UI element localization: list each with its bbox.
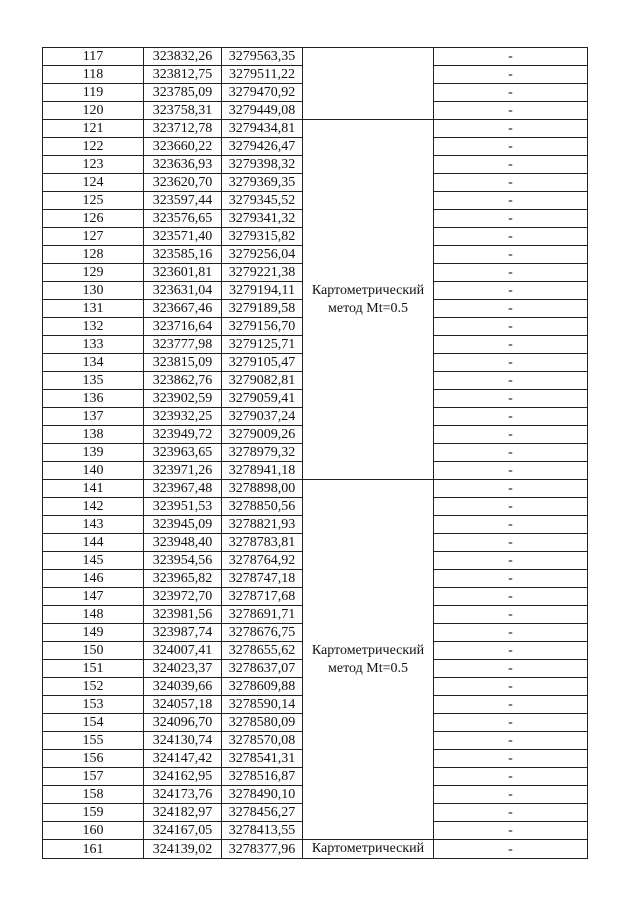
accuracy-cell: - bbox=[434, 498, 588, 516]
y-coordinate-cell: 3279345,52 bbox=[222, 192, 303, 210]
point-number-cell: 118 bbox=[43, 66, 144, 84]
y-coordinate-cell: 3278655,62 bbox=[222, 642, 303, 660]
accuracy-cell: - bbox=[434, 300, 588, 318]
point-number-cell: 119 bbox=[43, 84, 144, 102]
y-coordinate-cell: 3279256,04 bbox=[222, 246, 303, 264]
accuracy-cell: - bbox=[434, 354, 588, 372]
x-coordinate-cell: 323862,76 bbox=[144, 372, 222, 390]
point-number-cell: 146 bbox=[43, 570, 144, 588]
accuracy-cell: - bbox=[434, 570, 588, 588]
accuracy-cell: - bbox=[434, 840, 588, 859]
point-number-cell: 152 bbox=[43, 678, 144, 696]
accuracy-cell: - bbox=[434, 372, 588, 390]
accuracy-cell: - bbox=[434, 786, 588, 804]
point-number-cell: 141 bbox=[43, 480, 144, 498]
x-coordinate-cell: 323967,48 bbox=[144, 480, 222, 498]
y-coordinate-cell: 3278456,27 bbox=[222, 804, 303, 822]
x-coordinate-cell: 323576,65 bbox=[144, 210, 222, 228]
point-number-cell: 123 bbox=[43, 156, 144, 174]
y-coordinate-cell: 3279369,35 bbox=[222, 174, 303, 192]
point-number-cell: 142 bbox=[43, 498, 144, 516]
point-number-cell: 117 bbox=[43, 48, 144, 66]
point-number-cell: 134 bbox=[43, 354, 144, 372]
y-coordinate-cell: 3278541,31 bbox=[222, 750, 303, 768]
x-coordinate-cell: 324182,97 bbox=[144, 804, 222, 822]
x-coordinate-cell: 323812,75 bbox=[144, 66, 222, 84]
y-coordinate-cell: 3278941,18 bbox=[222, 462, 303, 480]
point-number-cell: 159 bbox=[43, 804, 144, 822]
point-number-cell: 156 bbox=[43, 750, 144, 768]
point-number-cell: 130 bbox=[43, 282, 144, 300]
y-coordinate-cell: 3279341,32 bbox=[222, 210, 303, 228]
y-coordinate-cell: 3278413,55 bbox=[222, 822, 303, 840]
point-number-cell: 129 bbox=[43, 264, 144, 282]
accuracy-cell: - bbox=[434, 462, 588, 480]
x-coordinate-cell: 323815,09 bbox=[144, 354, 222, 372]
table-row bbox=[43, 48, 588, 66]
x-coordinate-cell: 323571,40 bbox=[144, 228, 222, 246]
y-coordinate-cell: 3278764,92 bbox=[222, 552, 303, 570]
accuracy-cell: - bbox=[434, 282, 588, 300]
y-coordinate-cell: 3279426,47 bbox=[222, 138, 303, 156]
y-coordinate-cell: 3279194,11 bbox=[222, 282, 303, 300]
method-cell: Картометрический метод Mt=0.5 bbox=[303, 120, 434, 480]
point-number-cell: 136 bbox=[43, 390, 144, 408]
point-number-cell: 147 bbox=[43, 588, 144, 606]
point-number-cell: 131 bbox=[43, 300, 144, 318]
accuracy-cell: - bbox=[434, 264, 588, 282]
accuracy-cell: - bbox=[434, 624, 588, 642]
y-coordinate-cell: 3278580,09 bbox=[222, 714, 303, 732]
x-coordinate-cell: 323716,64 bbox=[144, 318, 222, 336]
method-cell: Картометрический метод Mt=0.5 bbox=[303, 480, 434, 840]
point-number-cell: 160 bbox=[43, 822, 144, 840]
x-coordinate-cell: 323758,31 bbox=[144, 102, 222, 120]
point-number-cell: 154 bbox=[43, 714, 144, 732]
accuracy-cell: - bbox=[434, 246, 588, 264]
accuracy-cell: - bbox=[434, 588, 588, 606]
coordinates-table bbox=[42, 47, 588, 859]
y-coordinate-cell: 3279563,35 bbox=[222, 48, 303, 66]
accuracy-cell: - bbox=[434, 336, 588, 354]
y-coordinate-cell: 3279434,81 bbox=[222, 120, 303, 138]
accuracy-cell: - bbox=[434, 120, 588, 138]
accuracy-cell: - bbox=[434, 210, 588, 228]
x-coordinate-cell: 323963,65 bbox=[144, 444, 222, 462]
y-coordinate-cell: 3278676,75 bbox=[222, 624, 303, 642]
x-coordinate-cell: 323620,70 bbox=[144, 174, 222, 192]
x-coordinate-cell: 324023,37 bbox=[144, 660, 222, 678]
y-coordinate-cell: 3279449,08 bbox=[222, 102, 303, 120]
accuracy-cell: - bbox=[434, 804, 588, 822]
x-coordinate-cell: 323601,81 bbox=[144, 264, 222, 282]
y-coordinate-cell: 3278490,10 bbox=[222, 786, 303, 804]
x-coordinate-cell: 323902,59 bbox=[144, 390, 222, 408]
x-coordinate-cell: 323660,22 bbox=[144, 138, 222, 156]
point-number-cell: 137 bbox=[43, 408, 144, 426]
point-number-cell: 133 bbox=[43, 336, 144, 354]
accuracy-cell: - bbox=[434, 750, 588, 768]
x-coordinate-cell: 324096,70 bbox=[144, 714, 222, 732]
accuracy-cell: - bbox=[434, 138, 588, 156]
y-coordinate-cell: 3279037,24 bbox=[222, 408, 303, 426]
accuracy-cell: - bbox=[434, 156, 588, 174]
y-coordinate-cell: 3278637,07 bbox=[222, 660, 303, 678]
point-number-cell: 121 bbox=[43, 120, 144, 138]
x-coordinate-cell: 323954,56 bbox=[144, 552, 222, 570]
accuracy-cell: - bbox=[434, 48, 588, 66]
x-coordinate-cell: 323777,98 bbox=[144, 336, 222, 354]
x-coordinate-cell: 323972,70 bbox=[144, 588, 222, 606]
point-number-cell: 132 bbox=[43, 318, 144, 336]
accuracy-cell: - bbox=[434, 768, 588, 786]
x-coordinate-cell: 323712,78 bbox=[144, 120, 222, 138]
accuracy-cell: - bbox=[434, 228, 588, 246]
y-coordinate-cell: 3279156,70 bbox=[222, 318, 303, 336]
y-coordinate-cell: 3279009,26 bbox=[222, 426, 303, 444]
method-cell: Картометрический bbox=[303, 840, 434, 859]
point-number-cell: 128 bbox=[43, 246, 144, 264]
x-coordinate-cell: 323945,09 bbox=[144, 516, 222, 534]
y-coordinate-cell: 3278717,68 bbox=[222, 588, 303, 606]
point-number-cell: 145 bbox=[43, 552, 144, 570]
point-number-cell: 150 bbox=[43, 642, 144, 660]
accuracy-cell: - bbox=[434, 678, 588, 696]
y-coordinate-cell: 3279082,81 bbox=[222, 372, 303, 390]
y-coordinate-cell: 3278979,32 bbox=[222, 444, 303, 462]
document-page bbox=[42, 47, 588, 859]
x-coordinate-cell: 324007,41 bbox=[144, 642, 222, 660]
y-coordinate-cell: 3278691,71 bbox=[222, 606, 303, 624]
y-coordinate-cell: 3278850,56 bbox=[222, 498, 303, 516]
accuracy-cell: - bbox=[434, 696, 588, 714]
accuracy-cell: - bbox=[434, 516, 588, 534]
y-coordinate-cell: 3279105,47 bbox=[222, 354, 303, 372]
point-number-cell: 144 bbox=[43, 534, 144, 552]
y-coordinate-cell: 3279125,71 bbox=[222, 336, 303, 354]
accuracy-cell: - bbox=[434, 390, 588, 408]
accuracy-cell: - bbox=[434, 426, 588, 444]
y-coordinate-cell: 3279511,22 bbox=[222, 66, 303, 84]
y-coordinate-cell: 3278821,93 bbox=[222, 516, 303, 534]
x-coordinate-cell: 324039,66 bbox=[144, 678, 222, 696]
x-coordinate-cell: 324057,18 bbox=[144, 696, 222, 714]
point-number-cell: 135 bbox=[43, 372, 144, 390]
accuracy-cell: - bbox=[434, 714, 588, 732]
y-coordinate-cell: 3279398,32 bbox=[222, 156, 303, 174]
x-coordinate-cell: 323597,44 bbox=[144, 192, 222, 210]
x-coordinate-cell: 323981,56 bbox=[144, 606, 222, 624]
accuracy-cell: - bbox=[434, 732, 588, 750]
accuracy-cell: - bbox=[434, 174, 588, 192]
x-coordinate-cell: 323949,72 bbox=[144, 426, 222, 444]
accuracy-cell: - bbox=[434, 552, 588, 570]
y-coordinate-cell: 3278898,00 bbox=[222, 480, 303, 498]
x-coordinate-cell: 324167,05 bbox=[144, 822, 222, 840]
accuracy-cell: - bbox=[434, 318, 588, 336]
point-number-cell: 126 bbox=[43, 210, 144, 228]
x-coordinate-cell: 323785,09 bbox=[144, 84, 222, 102]
x-coordinate-cell: 323971,26 bbox=[144, 462, 222, 480]
point-number-cell: 140 bbox=[43, 462, 144, 480]
point-number-cell: 151 bbox=[43, 660, 144, 678]
y-coordinate-cell: 3278783,81 bbox=[222, 534, 303, 552]
y-coordinate-cell: 3279221,38 bbox=[222, 264, 303, 282]
accuracy-cell: - bbox=[434, 408, 588, 426]
x-coordinate-cell: 323951,53 bbox=[144, 498, 222, 516]
accuracy-cell: - bbox=[434, 84, 588, 102]
x-coordinate-cell: 324173,76 bbox=[144, 786, 222, 804]
point-number-cell: 148 bbox=[43, 606, 144, 624]
accuracy-cell: - bbox=[434, 642, 588, 660]
x-coordinate-cell: 323832,26 bbox=[144, 48, 222, 66]
y-coordinate-cell: 3279189,58 bbox=[222, 300, 303, 318]
table-row bbox=[43, 480, 588, 498]
accuracy-cell: - bbox=[434, 480, 588, 498]
y-coordinate-cell: 3279315,82 bbox=[222, 228, 303, 246]
x-coordinate-cell: 323631,04 bbox=[144, 282, 222, 300]
accuracy-cell: - bbox=[434, 444, 588, 462]
y-coordinate-cell: 3278570,08 bbox=[222, 732, 303, 750]
x-coordinate-cell: 323987,74 bbox=[144, 624, 222, 642]
point-number-cell: 139 bbox=[43, 444, 144, 462]
point-number-cell: 125 bbox=[43, 192, 144, 210]
x-coordinate-cell: 323932,25 bbox=[144, 408, 222, 426]
x-coordinate-cell: 323585,16 bbox=[144, 246, 222, 264]
accuracy-cell: - bbox=[434, 102, 588, 120]
accuracy-cell: - bbox=[434, 192, 588, 210]
point-number-cell: 157 bbox=[43, 768, 144, 786]
y-coordinate-cell: 3278516,87 bbox=[222, 768, 303, 786]
point-number-cell: 158 bbox=[43, 786, 144, 804]
point-number-cell: 124 bbox=[43, 174, 144, 192]
y-coordinate-cell: 3278609,88 bbox=[222, 678, 303, 696]
point-number-cell: 153 bbox=[43, 696, 144, 714]
x-coordinate-cell: 323667,46 bbox=[144, 300, 222, 318]
y-coordinate-cell: 3278377,96 bbox=[222, 840, 303, 859]
accuracy-cell: - bbox=[434, 606, 588, 624]
y-coordinate-cell: 3279059,41 bbox=[222, 390, 303, 408]
point-number-cell: 120 bbox=[43, 102, 144, 120]
point-number-cell: 122 bbox=[43, 138, 144, 156]
x-coordinate-cell: 323636,93 bbox=[144, 156, 222, 174]
x-coordinate-cell: 324147,42 bbox=[144, 750, 222, 768]
x-coordinate-cell: 324162,95 bbox=[144, 768, 222, 786]
accuracy-cell: - bbox=[434, 660, 588, 678]
x-coordinate-cell: 324130,74 bbox=[144, 732, 222, 750]
x-coordinate-cell: 323948,40 bbox=[144, 534, 222, 552]
accuracy-cell: - bbox=[434, 66, 588, 84]
method-cell bbox=[303, 48, 434, 120]
table-row bbox=[43, 120, 588, 138]
point-number-cell: 143 bbox=[43, 516, 144, 534]
point-number-cell: 155 bbox=[43, 732, 144, 750]
y-coordinate-cell: 3278747,18 bbox=[222, 570, 303, 588]
point-number-cell: 138 bbox=[43, 426, 144, 444]
x-coordinate-cell: 324139,02 bbox=[144, 840, 222, 859]
y-coordinate-cell: 3279470,92 bbox=[222, 84, 303, 102]
y-coordinate-cell: 3278590,14 bbox=[222, 696, 303, 714]
coordinates-table-body bbox=[43, 48, 588, 859]
point-number-cell: 149 bbox=[43, 624, 144, 642]
accuracy-cell: - bbox=[434, 822, 588, 840]
table-row bbox=[43, 840, 588, 859]
point-number-cell: 161 bbox=[43, 840, 144, 859]
x-coordinate-cell: 323965,82 bbox=[144, 570, 222, 588]
point-number-cell: 127 bbox=[43, 228, 144, 246]
accuracy-cell: - bbox=[434, 534, 588, 552]
